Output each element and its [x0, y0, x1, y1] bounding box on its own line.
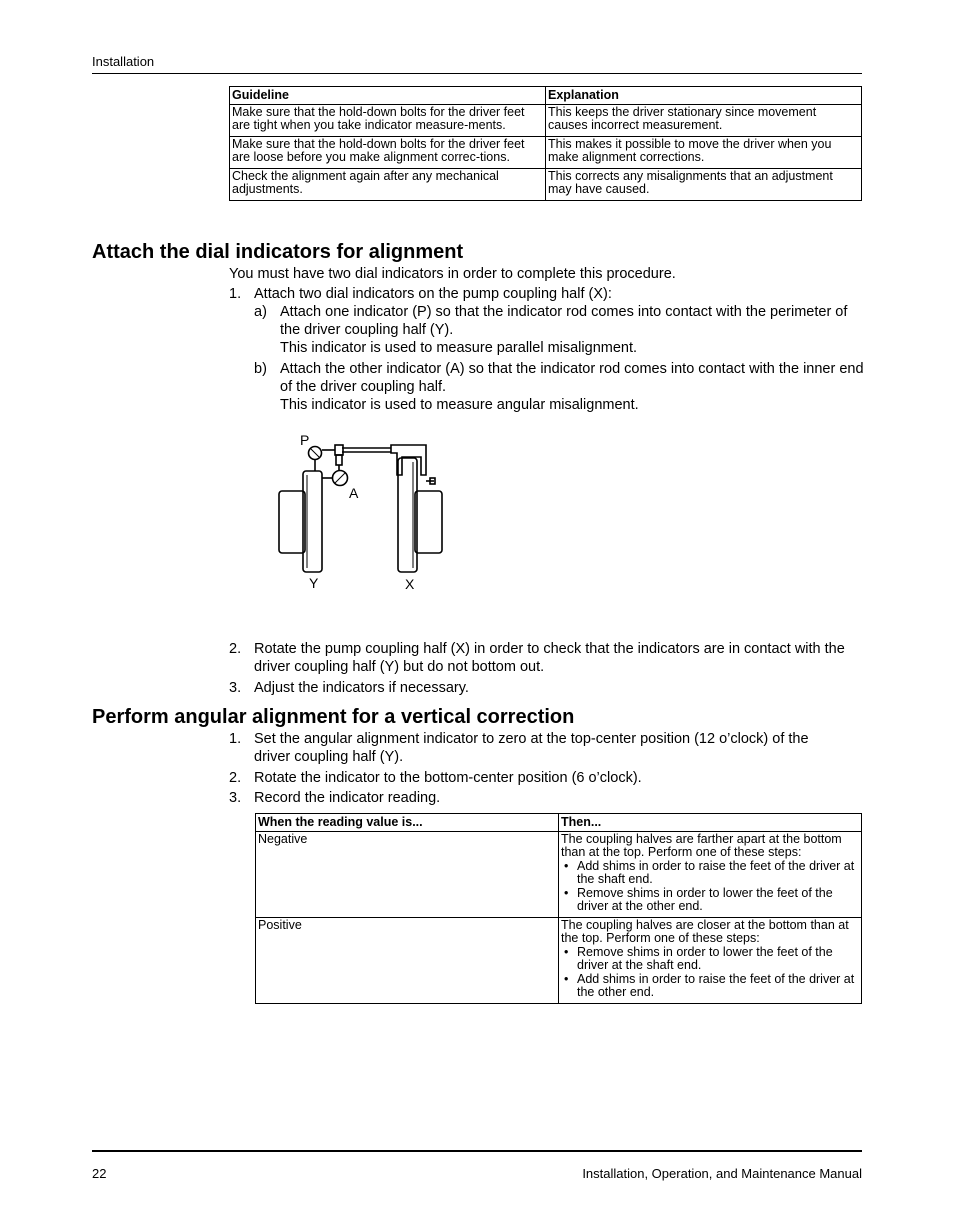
running-header: Installation [92, 54, 155, 69]
table-cell: This makes it possible to move the driver when you make alignment corrections. [546, 136, 862, 168]
page-number: 22 [92, 1166, 107, 1181]
table-cell: Make sure that the hold-down bolts for the driver feet are loose before you make alignment correc-tions. [230, 136, 546, 168]
guideline-table [229, 86, 862, 201]
table-row [230, 104, 862, 136]
table-cell [559, 831, 862, 917]
coupling-half-y [279, 491, 305, 553]
step-number: 2. [229, 770, 242, 786]
cell-text: The coupling halves are closer at the bottom than at the top. Perform one of these steps: [561, 917, 849, 945]
column-header: Guideline [230, 87, 546, 105]
table-header-row [256, 814, 862, 832]
step-number: 3. [229, 680, 242, 696]
table-row [230, 136, 862, 168]
step-text: Rotate the indicator to the bottom-center position (6 o’clock). [254, 770, 642, 786]
substep-text: Attach one indicator (P) so that the indicator rod comes into contact with the perimeter of the driver coupling half (Y). [280, 304, 848, 338]
footer-rule [92, 1150, 862, 1152]
table-cell: Make sure that the hold-down bolts for the driver feet are tight when you take indicator measure-ments. [230, 104, 546, 136]
step-number: 1. [229, 731, 242, 747]
intro-paragraph: You must have two dial indicators in order to complete this procedure. [229, 266, 676, 282]
column-header: When the reading value is... [256, 814, 559, 832]
table-cell: Positive [256, 917, 559, 1003]
step-text: Rotate the pump coupling half (X) in order to check that the indicators are in contact with the driver coupling half (Y) but do not bottom out. [254, 641, 845, 675]
substep-text: Attach the other indicator (A) so that the indicator rod comes into contact with the inner end of the driver coupling half. [280, 361, 864, 395]
substep-label: b) [254, 361, 267, 377]
table-cell [559, 917, 862, 1003]
bullet-item: • Remove shims in order to lower the feet of the driver at the shaft end. [561, 946, 859, 973]
figure-label-p: P [300, 432, 310, 448]
table-cell: This keeps the driver stationary since movement causes incorrect measurement. [546, 104, 862, 136]
substep-note: This indicator is used to measure parallel misalignment. [280, 340, 638, 356]
figure-label-y: Y [309, 575, 319, 591]
dial-indicator-figure [270, 425, 460, 595]
bullet-item: • Add shims in order to raise the feet of the driver at the other end. [561, 973, 859, 1000]
table-header-row [230, 87, 862, 105]
figure-label-a: A [349, 485, 359, 501]
table-row [256, 917, 862, 1003]
step-text: Adjust the indicators if necessary. [254, 680, 469, 696]
header-rule [92, 73, 862, 74]
section-heading: Perform angular alignment for a vertical correction [92, 706, 575, 728]
step-number: 1. [229, 286, 242, 302]
step-number: 2. [229, 641, 242, 657]
substep-label: a) [254, 304, 267, 320]
step-text: Set the angular alignment indicator to zero at the top-center position (12 o’clock) of the driver coupling half (Y). [254, 731, 809, 765]
column-header: Then... [559, 814, 862, 832]
bullet-item: • Remove shims in order to lower the feet of the driver at the other end. [561, 887, 859, 914]
table-cell: This corrects any misalignments that an adjustment may have caused. [546, 168, 862, 200]
table-row [230, 168, 862, 200]
table-cell: Check the alignment again after any mechanical adjustments. [230, 168, 546, 200]
section-heading: Attach the dial indicators for alignment [92, 241, 464, 263]
cell-text: The coupling halves are farther apart at the bottom than at the top. Perform one of these steps: [561, 831, 842, 859]
figure-label-x: X [405, 576, 415, 592]
table-row [256, 831, 862, 917]
manual-title: Installation, Operation, and Maintenance Manual [582, 1166, 862, 1181]
step-text: Attach two dial indicators on the pump coupling half (X): [254, 286, 612, 302]
table-cell: Negative [256, 831, 559, 917]
reading-table [255, 813, 862, 1004]
substep-note: This indicator is used to measure angular misalignment. [280, 397, 639, 413]
column-header: Explanation [546, 87, 862, 105]
step-text: Record the indicator reading. [254, 790, 441, 806]
step-number: 3. [229, 790, 242, 806]
bullet-item: • Add shims in order to raise the feet of the driver at the shaft end. [561, 860, 859, 887]
